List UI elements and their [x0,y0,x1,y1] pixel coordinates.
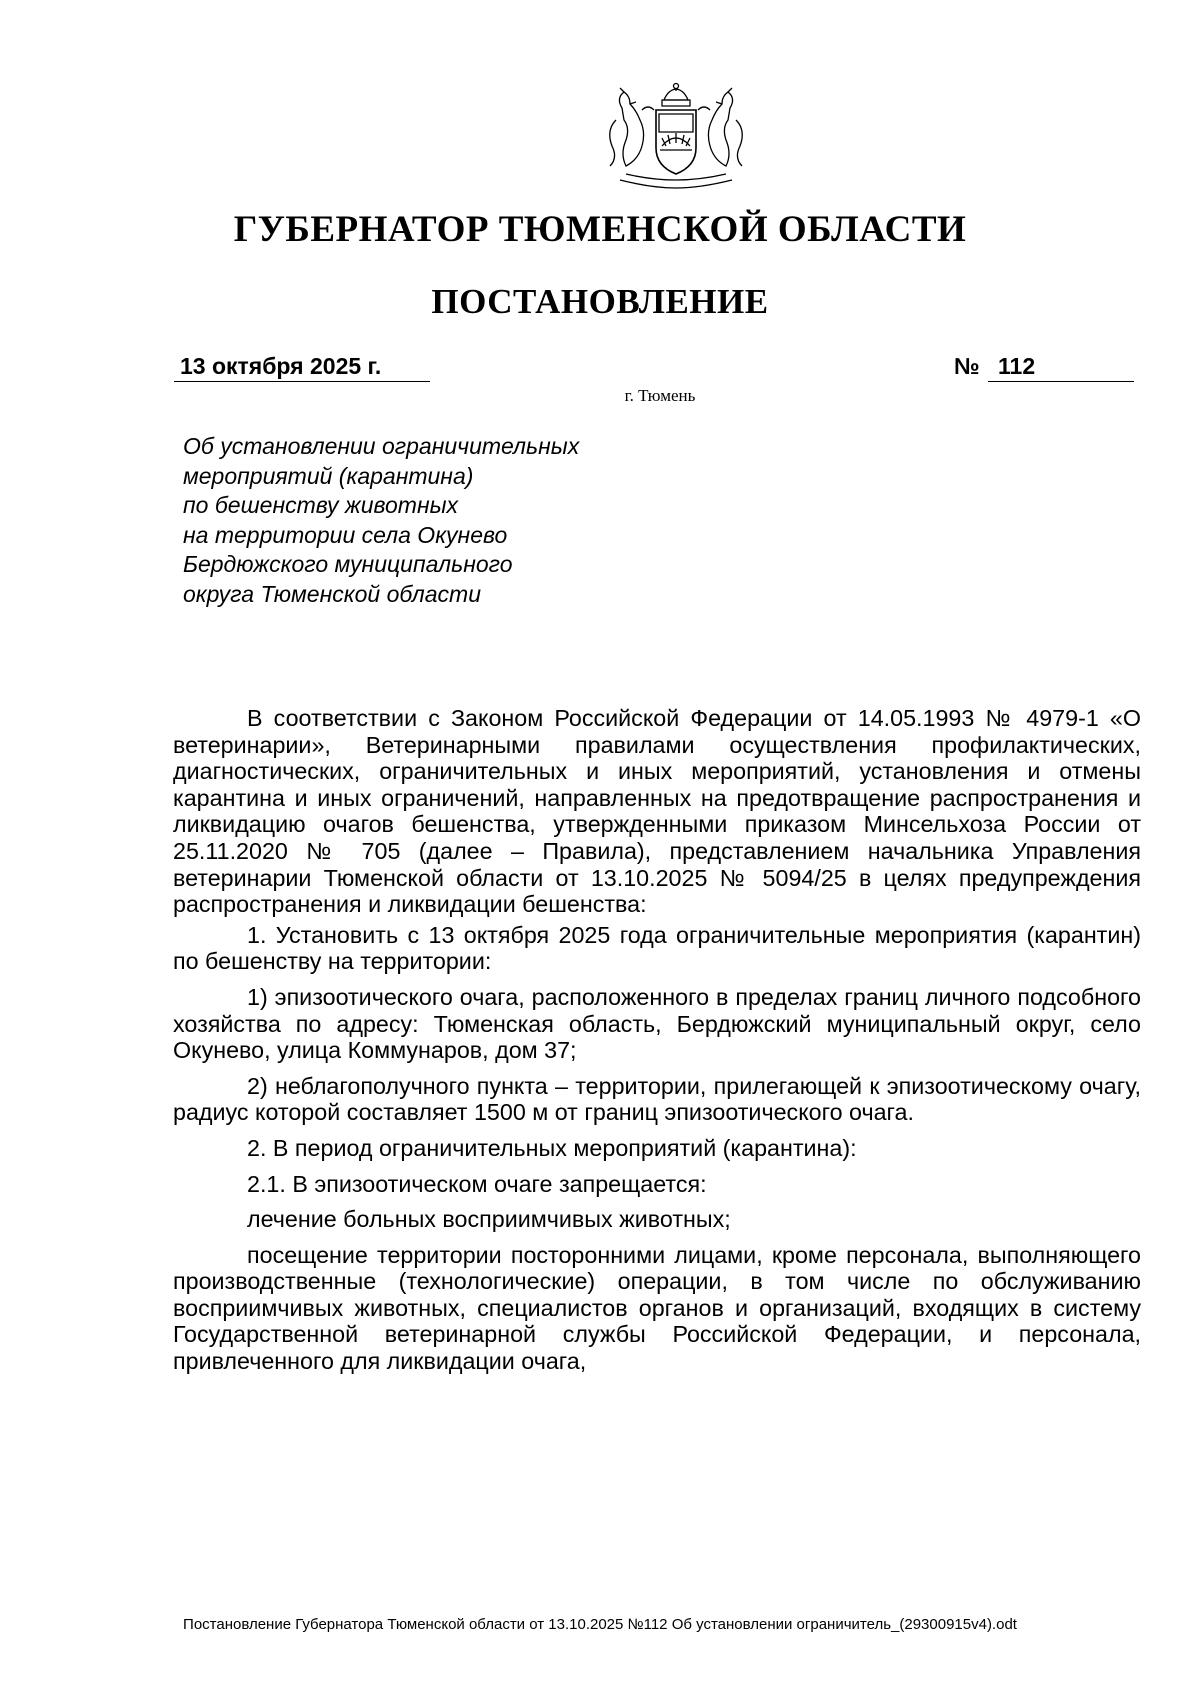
body-paragraph: 2) неблагополучного пункта – территории, прилегающей к эпизоотическому очагу, радиус которой составляет 1500 м от границ эпизоотического очага. [173,1072,1141,1126]
coat-of-arms-icon [596,80,756,192]
document-city: г. Тюмень [624,386,696,405]
document-body [173,705,1141,1384]
body-paragraph: 2.1. В эпизоотическом очаге запрещается: [247,1170,707,1197]
document-number-block [954,350,1134,382]
number-sign: № [954,353,980,379]
subject-line: округа Тюменской области [183,580,482,607]
body-paragraph: посещение территории посторонними лицами, кроме персонала, выполняющего производственные (технологические) операции, в том числе по обслуживанию восприимчивых животных, специалистов органов и организаций, входящих в систему Государственной ветеринарной службы Российской Федерации, и персонала, привлеченного для ликвидации очага, [173,1241,1141,1375]
body-paragraph: В соответствии с Законом Российской Федерации от 14.05.1993 № 4979-1 «О ветеринарии», Ветеринарными правилами осуществления профилактических, диагностических, ограничительных и иных мероприятий, установления и отмены карантина и иных ограничений, направленных на предотвращение распространения и ликвидацию очагов бешенства, утвержденными приказом Минсельхоза России от 25.11.2020 № 705 (далее – Правила), представлением начальника Управления ветеринарии Тюменской области от 13.10.2025 № 5094/25 в целях предупреждения распространения и ликвидации бешенства: [173,705,1141,918]
body-paragraph: 1. Установить с 13 октября 2025 года ограничительные мероприятия (карантин) по бешенству на территории: [173,921,1141,975]
document-number: 112 [988,350,1134,382]
document-subject [183,432,803,609]
body-paragraph: лечение больных восприимчивых животных; [247,1206,731,1233]
subject-line: Бердюжского муниципального [183,551,513,577]
org-title: ГУБЕРНАТОР ТЮМЕНСКОЙ ОБЛАСТИ [233,209,967,250]
body-paragraph: 2. В период ограничительных мероприятий (карантина): [247,1134,857,1161]
subject-line: мероприятий (карантина) [183,462,474,489]
document-date: 13 октября 2025 г. [174,350,430,382]
subject-line: по бешенству животных [183,492,459,518]
subject-line: на территории села Окунево [183,521,508,548]
body-paragraph: 1) эпизоотического очага, расположенного в пределах границ личного подсобного хозяйства по адресу: Тюменская область, Бердюжский муниципальный округ, село Окунево, улица Коммунаров, дом 37; [173,983,1141,1064]
subject-line: Об установлении ограничительных [183,433,580,459]
document-type: ПОСТАНОВЛЕНИЕ [431,282,769,321]
page-footer: Постановление Губернатора Тюменской области от 13.10.2025 №112 Об установлении ограничитель_(29300915v4).odt [183,1616,1017,1633]
